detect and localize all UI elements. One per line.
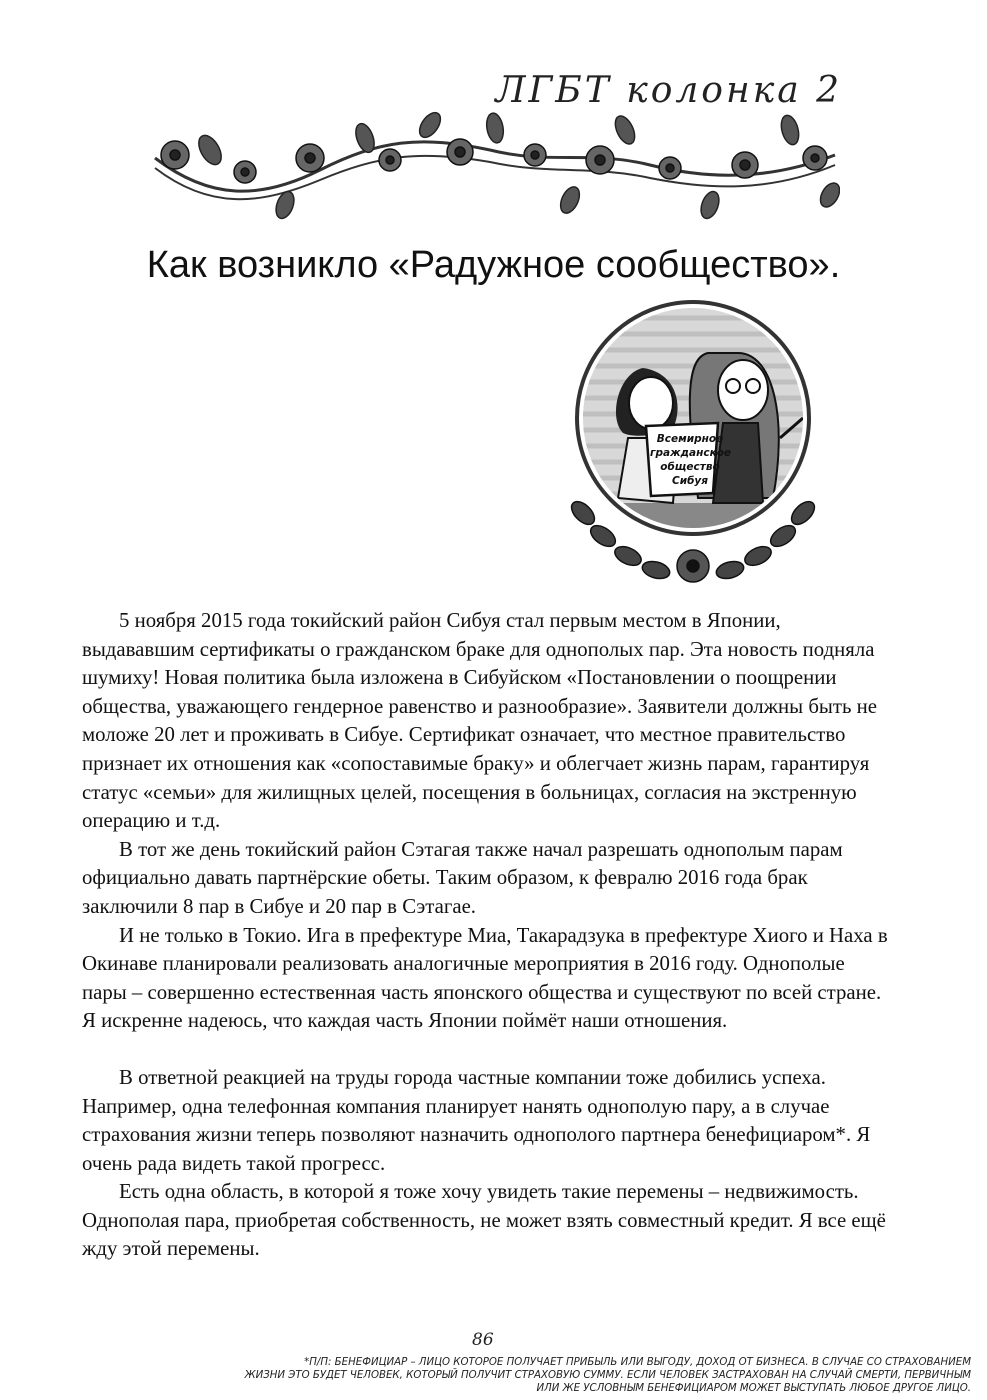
footnote-line: *П/П: БЕНЕФИЦИАР – ЛИЦО КОТОРОЕ ПОЛУЧАЕТ ПРИБЫЛЬ ИЛИ ВЫГОДУ, ДОХОД ОТ БИЗНЕСА. В СЛУЧАЕ СО СТРАХОВАНИЕМ	[304, 1357, 971, 1368]
sign-line: Всемирное	[656, 433, 724, 445]
article-body	[82, 607, 892, 1264]
column-title: ЛГБТ колонка 2	[495, 70, 842, 111]
floral-vine-ornament	[150, 110, 840, 220]
article-paragraph: 5 ноября 2015 года токийский район Сибуя стал первым местом в Японии, выдававшим сертификаты о гражданском браке для однополых пар. Эта новость подняла шумиху! Новая политика была изложена в Сибуйском «Постановлении о поощрении общества, уважающего гендерное равенство и разнообразие». Заявители должны быть не моложе 20 лет и проживать в Сибуе. Сертификат означает, что местное правительство признает их отношения как «сопоставимые браку» и облегчает жизнь парам, гарантируя статус «семьи» для жилищных целей, посещения в больницах, согласия на экстренную операцию и т.д.	[82, 609, 878, 833]
article-paragraph: В ответной реакцией на труды города частные компании тоже добились успеха. Например, одна телефонная компания планирует нанять однополую пару, а в случае страхования жизни теперь позволяют назначить однополого партнера бенефициаром*. Я очень рада видеть такой прогресс.	[82, 1065, 871, 1175]
footnote-line: ИЛИ ЖЕ УСЛОВНЫМ БЕНЕФИЦИАРОМ МОЖЕТ ВЫСТУПАТЬ ЛЮБОЕ ДРУГОЕ ЛИЦО.	[536, 1383, 971, 1394]
sign-line: общество	[660, 461, 720, 473]
article-heading: Как возникло «Радужное сообщество».	[146, 244, 841, 286]
article-paragraph: Есть одна область, в которой я тоже хочу увидеть такие перемены – недвижимость. Однополая пара, приобретая собственность, не может взять совместный кредит. Я все ещё жду этой перемены.	[82, 1180, 886, 1261]
footnote-line: ЖИЗНИ ЭТО БУДЕТ ЧЕЛОВЕК, КОТОРЫЙ ПОЛУЧИТ СТРАХОВУЮ СУММУ. ЕСЛИ ЧЕЛОВЕК ЗАСТРАХОВАН НА СЛУЧАЙ СМЕРТИ, ПЕРВИЧНЫМ	[244, 1370, 971, 1381]
sign-text	[650, 432, 730, 488]
article-paragraph: И не только в Токио. Ига в префектуре Миа, Такарадзука в префектуре Хиого и Наха в Окинаве планировали реализовать аналогичные мероприятия в 2016 году. Однополые пары – совершенно естественная часть японского общества и существуют по всей стране. Я искренне надеюсь, что каждая часть Японии поймёт наши отношения.	[82, 923, 888, 1033]
sign-line: гражданское	[650, 447, 732, 459]
page-number: 86	[472, 1330, 494, 1350]
footnote	[231, 1356, 971, 1395]
article-paragraph: В тот же день токийский район Сэтагая также начал разрешать однополым парам официально давать партнёрские обеты. Таким образом, к февралю 2016 года брак заключили 8 пар в Сибуе и 20 пар в Сэтагае.	[82, 837, 843, 918]
sign-line: Сибуя	[672, 475, 708, 487]
